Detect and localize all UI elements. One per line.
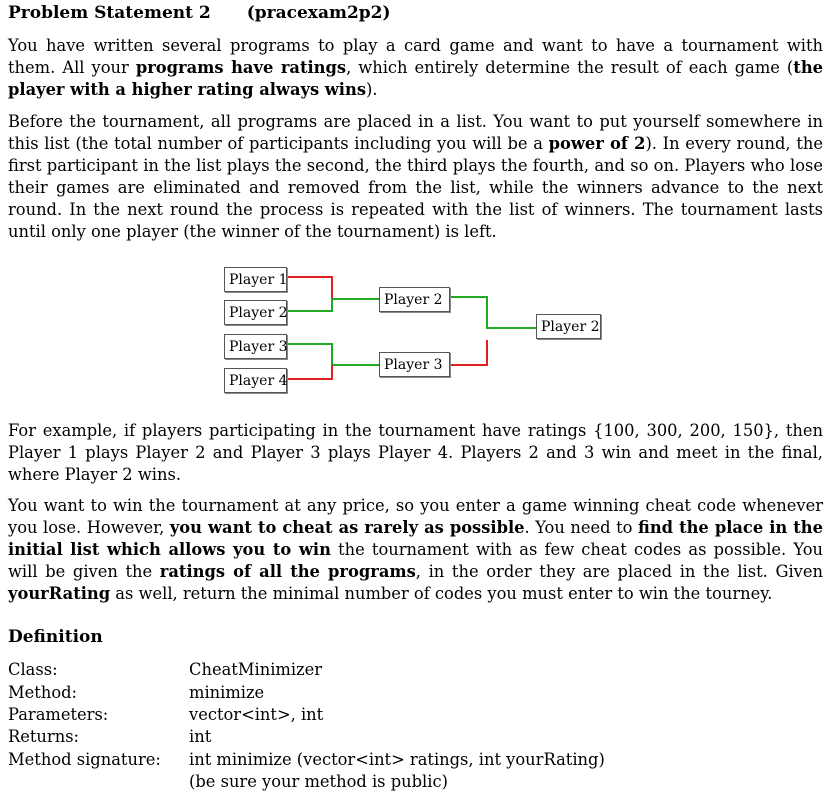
definition-heading: Definition: [8, 627, 103, 647]
body-text: For example, if players participating in the tournament have ratings {100, 300, 200, 150}, then Player 1 plays Player 2 and Player 3 plays Player 4. Players 2 and 3 win and meet in the final, where Player 2 wins.: [8, 421, 823, 484]
tournament-bracket-diagram: [222, 262, 607, 397]
problem-code: (pracexam2p2): [246, 3, 391, 23]
bracket-line-player-4: [287, 365, 332, 379]
bracket-player-3: Player 3: [224, 334, 287, 359]
emphasis-text: ratings of all the programs: [159, 562, 416, 581]
definition-label: Method signature:: [8, 750, 161, 769]
bracket-line-semifinal-2: [450, 340, 487, 365]
definition-row-parameters: [8, 704, 323, 726]
body-text: ).: [366, 80, 378, 99]
problem-title: Problem Statement 2: [8, 3, 211, 23]
body-text: Before the tournament, all programs are placed in a list. You want to put yourself somewhere in this list (the total number of participants including you will be a: [8, 112, 823, 153]
body-text: . You need to: [524, 518, 638, 537]
body-text: , which entirely determine the result of each game (: [346, 58, 794, 77]
body-text: You have written several programs to play a card game and want to have a tournament with them. All your: [8, 36, 823, 77]
bracket-semifinal-winner-2: Player 3: [379, 352, 450, 377]
definition-label: Parameters:: [8, 705, 109, 724]
problem-heading: [8, 2, 391, 24]
bracket-line-semifinal-1: [450, 297, 536, 328]
emphasis-text: programs have ratings: [135, 58, 347, 77]
bracket-player-1: Player 1: [224, 267, 287, 292]
emphasis-text: find the place in the initial list which allows you to win: [8, 518, 823, 559]
definition-note: (be sure your method is public): [189, 772, 448, 791]
rules-paragraph: [8, 111, 823, 243]
definition-row-returns: [8, 726, 211, 748]
bracket-line-player-3: [287, 344, 379, 365]
definition-label: Class:: [8, 660, 58, 679]
example-paragraph: [8, 420, 823, 486]
definition-row-class: [8, 659, 322, 681]
definition-value: int: [189, 727, 212, 746]
emphasis-text: the player with a higher rating always wins: [8, 58, 824, 99]
emphasis-text: power of 2: [548, 134, 646, 153]
definition-row-method-signature: [8, 749, 605, 771]
body-text: , in the order they are placed in the list. Given: [415, 562, 824, 581]
body-text: as well, return the minimal number of codes you must enter to win the tourney.: [110, 584, 773, 603]
bracket-line-player-2: [287, 299, 379, 311]
bracket-final-winner: Player 2: [536, 314, 601, 339]
definition-row-method: [8, 682, 264, 704]
task-paragraph: [8, 495, 823, 605]
bracket-line-player-1: [287, 277, 332, 299]
bracket-player-4: Player 4: [224, 368, 287, 393]
definition-label: Returns:: [8, 727, 80, 746]
body-text: the tournament with as few cheat codes as possible. You will be given the: [8, 540, 823, 581]
intro-paragraph: [8, 35, 823, 101]
bracket-player-2: Player 2: [224, 300, 287, 325]
definition-value: minimize: [189, 683, 265, 702]
definition-value: CheatMinimizer: [189, 660, 323, 679]
definition-label: Method:: [8, 683, 78, 702]
body-text: ). In every round, the first participant in the list plays the second, the third plays the fourth, and so on. Players who lose their games are eliminated and removed from the list, while the winners advance to the next round. In the next round the process is repeated with the list of winners. The tournament lasts until only one player (the winner of the tournament) is left.: [8, 134, 823, 241]
emphasis-text: yourRating: [8, 584, 111, 603]
definition-row-note: [8, 771, 448, 793]
definition-value: int minimize (vector<int> ratings, int yourRating): [189, 750, 605, 769]
emphasis-text: you want to cheat as rarely as possible: [169, 518, 525, 537]
definition-value: vector<int>, int: [189, 705, 324, 724]
body-text: You want to win the tournament at any price, so you enter a game winning cheat code whenever you lose. However,: [8, 496, 823, 537]
bracket-semifinal-winner-1: Player 2: [379, 287, 450, 312]
